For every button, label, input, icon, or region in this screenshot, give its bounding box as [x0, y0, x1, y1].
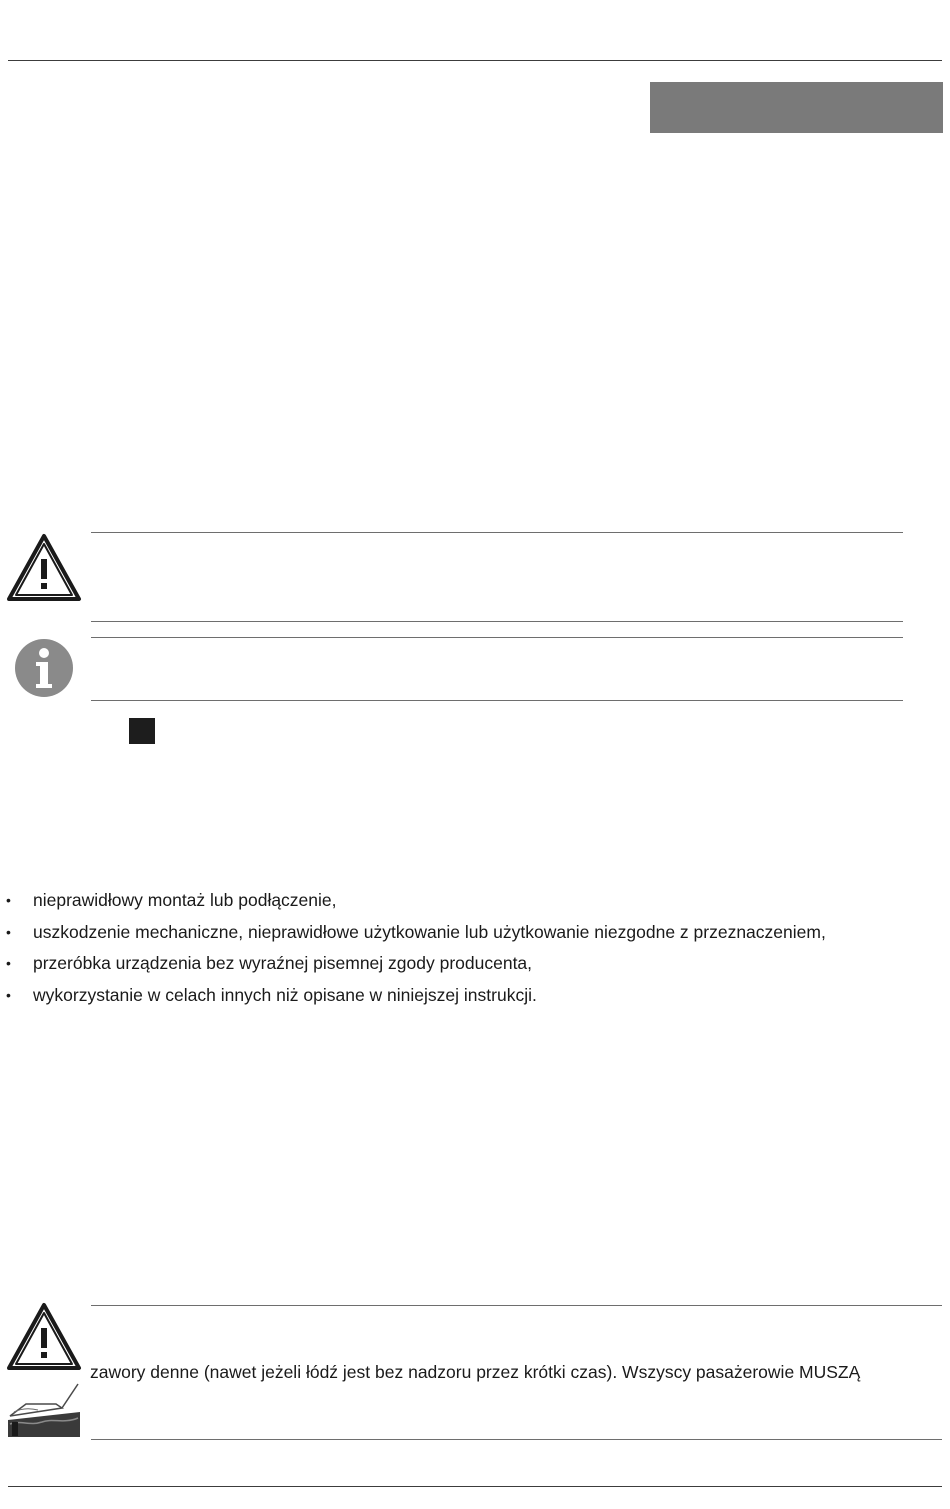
list-item-text: wykorzystanie w celach innych niż opisane w niniejszej instrukcji. — [33, 984, 537, 1005]
boat-flooding-icon — [8, 1382, 82, 1438]
list-item-text: nieprawidłowy montaż lub podłączenie, — [33, 890, 337, 910]
warning-box-top-rule — [91, 532, 903, 533]
list-item — [0, 885, 945, 917]
bottom-warning-text: zawory denne (nawet jeżeli łódź jest bez nadzoru przez krótki czas). Wszyscy pasażerowie MUSZĄ — [90, 1362, 861, 1382]
bullet-dot: • — [6, 955, 11, 971]
info-box-bottom-rule — [91, 700, 903, 701]
bullet-dot: • — [6, 892, 11, 908]
list-item-text: uszkodzenie mechaniczne, nieprawidłowe użytkowanie lub użytkowanie niezgodne z przeznaczeniem, — [33, 921, 826, 942]
warning-triangle-icon — [6, 533, 82, 603]
bottom-warning-top-rule — [91, 1305, 942, 1306]
bullet-dot: • — [6, 923, 11, 940]
list-item — [0, 980, 945, 1012]
section-tab — [650, 82, 943, 133]
section-marker-square — [129, 718, 155, 744]
info-circle-icon — [14, 638, 74, 698]
list-item — [0, 917, 945, 949]
header-rule — [8, 60, 942, 61]
bullet-list — [0, 885, 945, 1011]
warning-box-bottom-rule — [91, 621, 903, 622]
list-item-text: przeróbka urządzenia bez wyraźnej pisemnej zgody producenta, — [33, 953, 533, 973]
info-box-top-rule — [91, 637, 903, 638]
list-item — [0, 948, 945, 980]
footer-rule — [8, 1486, 942, 1487]
bullet-dot: • — [6, 986, 11, 1003]
bottom-warning-bottom-rule — [91, 1439, 942, 1440]
warning-triangle-icon — [6, 1302, 82, 1372]
